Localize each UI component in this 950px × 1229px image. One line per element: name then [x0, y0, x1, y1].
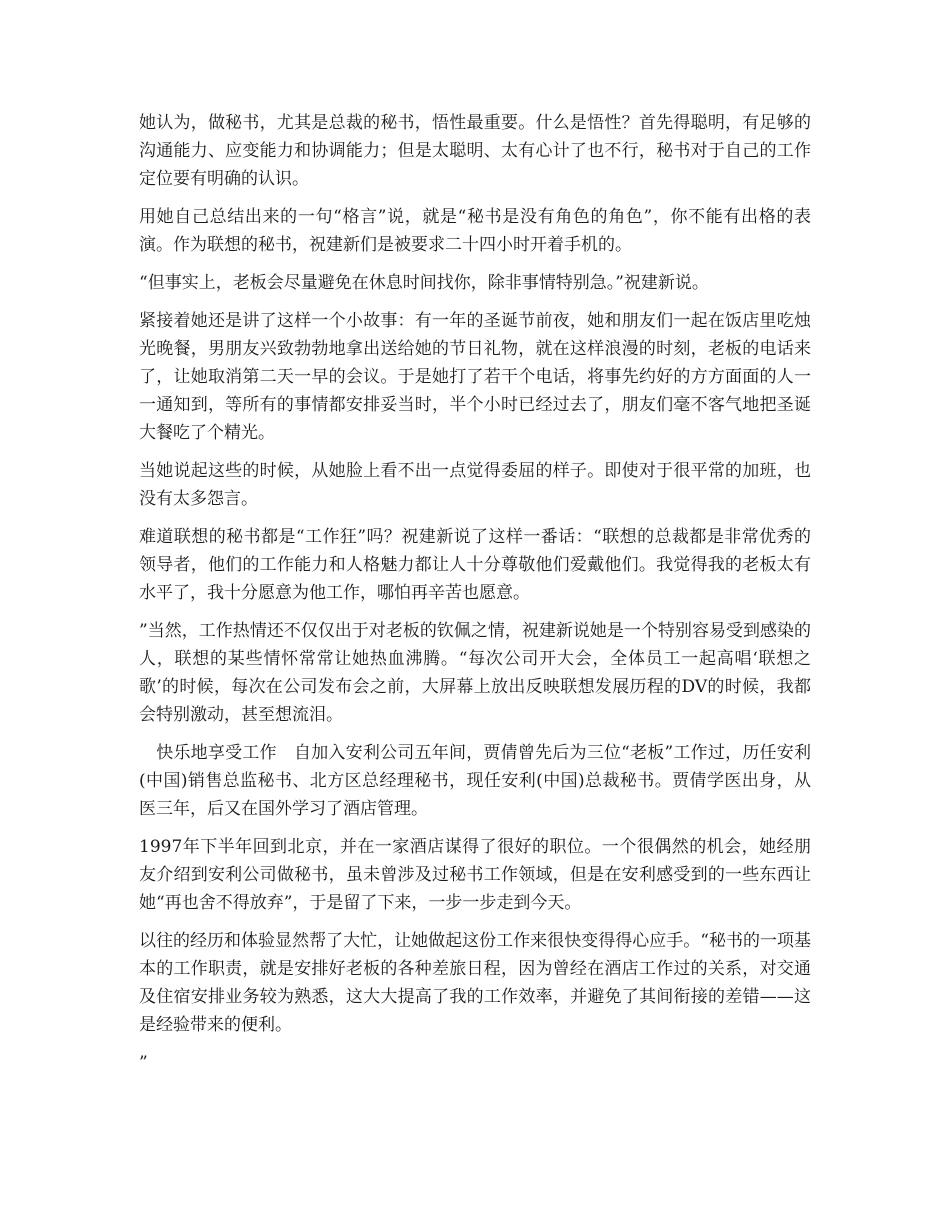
paragraph-4: 紧接着她还是讲了这样一个小故事：有一年的圣诞节前夜，她和朋友们一起在饭店里吃烛光晚餐，男朋友兴致勃勃地拿出送给她的节日礼物，就在这样浪漫的时刻，老板的电话来了，让她取消第二天一早的会议。于是她打了若干个电话，将事先约好的方方面面的人一一通知到，等所有的事情都安排妥当时，半个小时已经过去了，朋友们毫不客气地把圣诞大餐吃了个精光。: [139, 311, 811, 443]
paragraph-10: 以往的经历和体验显然帮了大忙，让她做起这份工作来很快变得得心应手。“秘书的一项基本的工作职责，就是安排好老板的各种差旅日程，因为曾经在酒店工作过的关系，对交通及住宿安排业务较为熟悉，这大大提高了我的工作效率，并避免了其间衔接的差错——这是经验带来的便利。: [139, 931, 811, 1035]
paragraph-3: “但事实上，老板会尽量避免在休息时间找你，除非事情特别急。”祝建新说。: [139, 273, 709, 293]
paragraph-5: 当她说起这些的时候，从她脸上看不出一点觉得委屈的样子。即使对于很平常的加班，也没有太多怨言。: [139, 461, 811, 509]
paragraph-2: 用她自己总结出来的一句“格言”说，就是“秘书是没有角色的角色”，你不能有出格的表演。作为联想的秘书，祝建新们是被要求二十四小时开着手机的。: [139, 207, 811, 255]
paragraph-1: 她认为，做秘书，尤其是总裁的秘书，悟性最重要。什么是悟性？首先得聪明，有足够的沟通能力、应变能力和协调能力；但是太聪明、太有心计了也不行，秘书对于自己的工作定位要有明确的认识。: [139, 113, 811, 189]
document-body: [139, 109, 811, 1087]
paragraph-8: 快乐地享受工作 自加入安利公司五年间，贾倩曾先后为三位“老板”工作过，历任安利(中国)销售总监秘书、北方区总经理秘书，现任安利(中国)总裁秘书。贾倩学医出身，从医三年，后又在国外学习了酒店管理。: [139, 743, 811, 819]
paragraph-7: ”当然，工作热情还不仅仅出于对老板的钦佩之情，祝建新说她是一个特别容易受到感染的人，联想的某些情怀常常让她热血沸腾。“每次公司开大会，全体员工一起高唱‘联想之歌’的时候，每次在公司发布会之前，大屏幕上放出反映联想发展历程的DV的时候，我都会特别激动，甚至想流泪。: [139, 621, 811, 725]
paragraph-6: 难道联想的秘书都是“工作狂”吗？祝建新说了这样一番话：“联想的总裁都是非常优秀的领导者，他们的工作能力和人格魅力都让人十分尊敬他们爱戴他们。我觉得我的老板太有水平了，我十分愿意为他工作，哪怕再辛苦也愿意。: [139, 527, 811, 603]
closing-quote: ”: [139, 1053, 148, 1073]
paragraph-9: 1997年下半年回到北京，并在一家酒店谋得了很好的职位。一个很偶然的机会，她经朋友介绍到安利公司做秘书，虽未曾涉及过秘书工作领域，但是在安利感受到的一些东西让她“再也舍不得放弃”，于是留了下来，一步一步走到今天。: [139, 837, 811, 913]
